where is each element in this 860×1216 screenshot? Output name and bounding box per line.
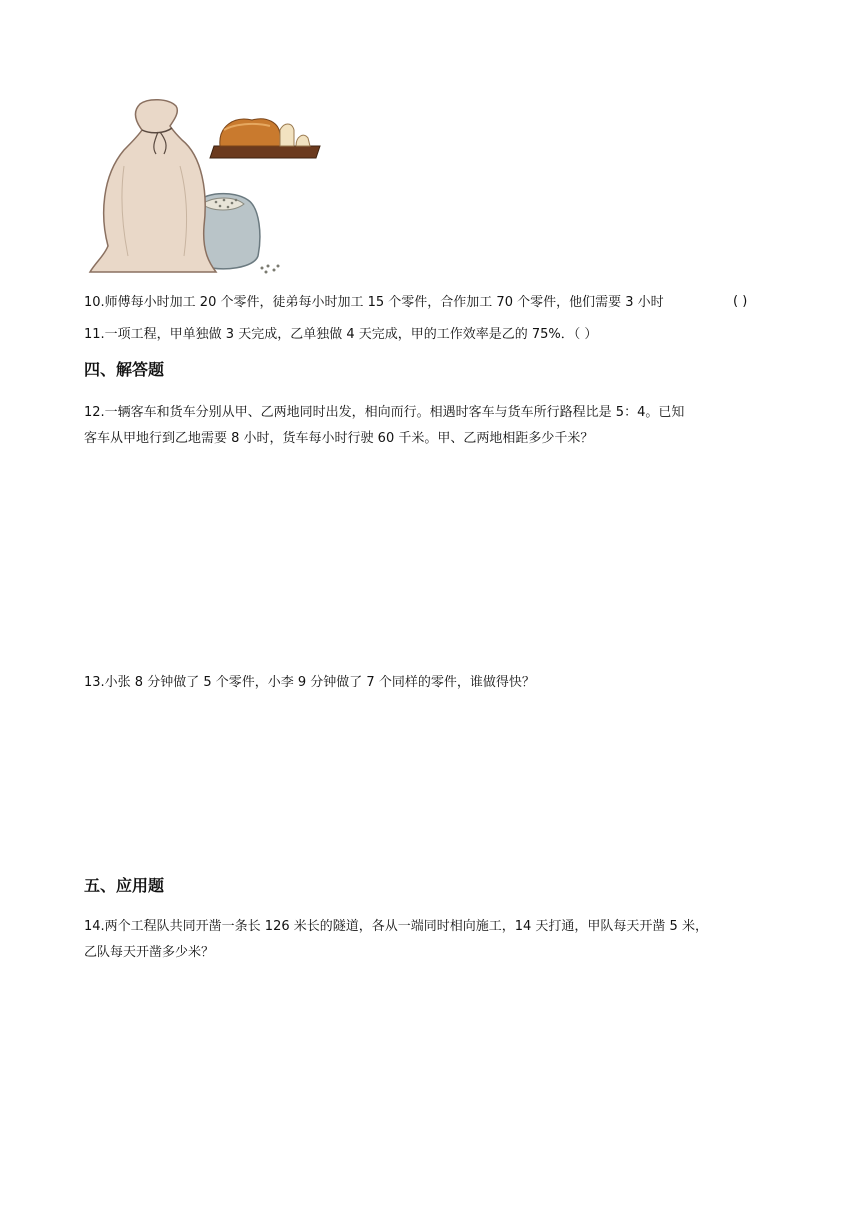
question-13: 13.小张 8 分钟做了 5 个零件，小李 9 分钟做了 7 个同样的零件，谁做得快？ bbox=[84, 675, 535, 690]
section-4-title: 四、解答题 bbox=[84, 360, 165, 379]
question-11: 11.一项工程，甲单独做 3 天完成，乙单独做 4 天完成，甲的工作效率是乙的 75%．（ ） bbox=[84, 327, 598, 342]
bread-loaf-icon bbox=[210, 119, 320, 158]
flour-sack-icon bbox=[90, 100, 216, 272]
question-14 bbox=[84, 914, 784, 966]
question-12-line-1: 12.一辆客车和货车分别从甲、乙两地同时出发，相向而行。相遇时客车与货车所行路程比是 5：4。已知 bbox=[84, 405, 685, 420]
question-10: 10.师傅每小时加工 20 个零件，徒弟每小时加工 15 个零件，合作加工 70 个零件，他们需要 3 小时 bbox=[84, 295, 664, 310]
question-14-line-2: 乙队每天开凿多少米？ bbox=[84, 945, 215, 960]
question-12 bbox=[84, 400, 784, 452]
answer-blank-10[interactable]: ( ) bbox=[733, 294, 748, 309]
question-14-line-1: 14.两个工程队共同开凿一条长 126 米长的隧道，各从一端同时相向施工，14 天打通，甲队每天开凿 5 米， bbox=[84, 919, 708, 934]
section-5-title: 五、应用题 bbox=[84, 876, 165, 895]
flour-bread-illustration bbox=[84, 96, 328, 278]
question-12-line-2: 客车从甲地行到乙地需要 8 小时，货车每小时行驶 60 千米。甲、乙两地相距多少千米？ bbox=[84, 431, 594, 446]
